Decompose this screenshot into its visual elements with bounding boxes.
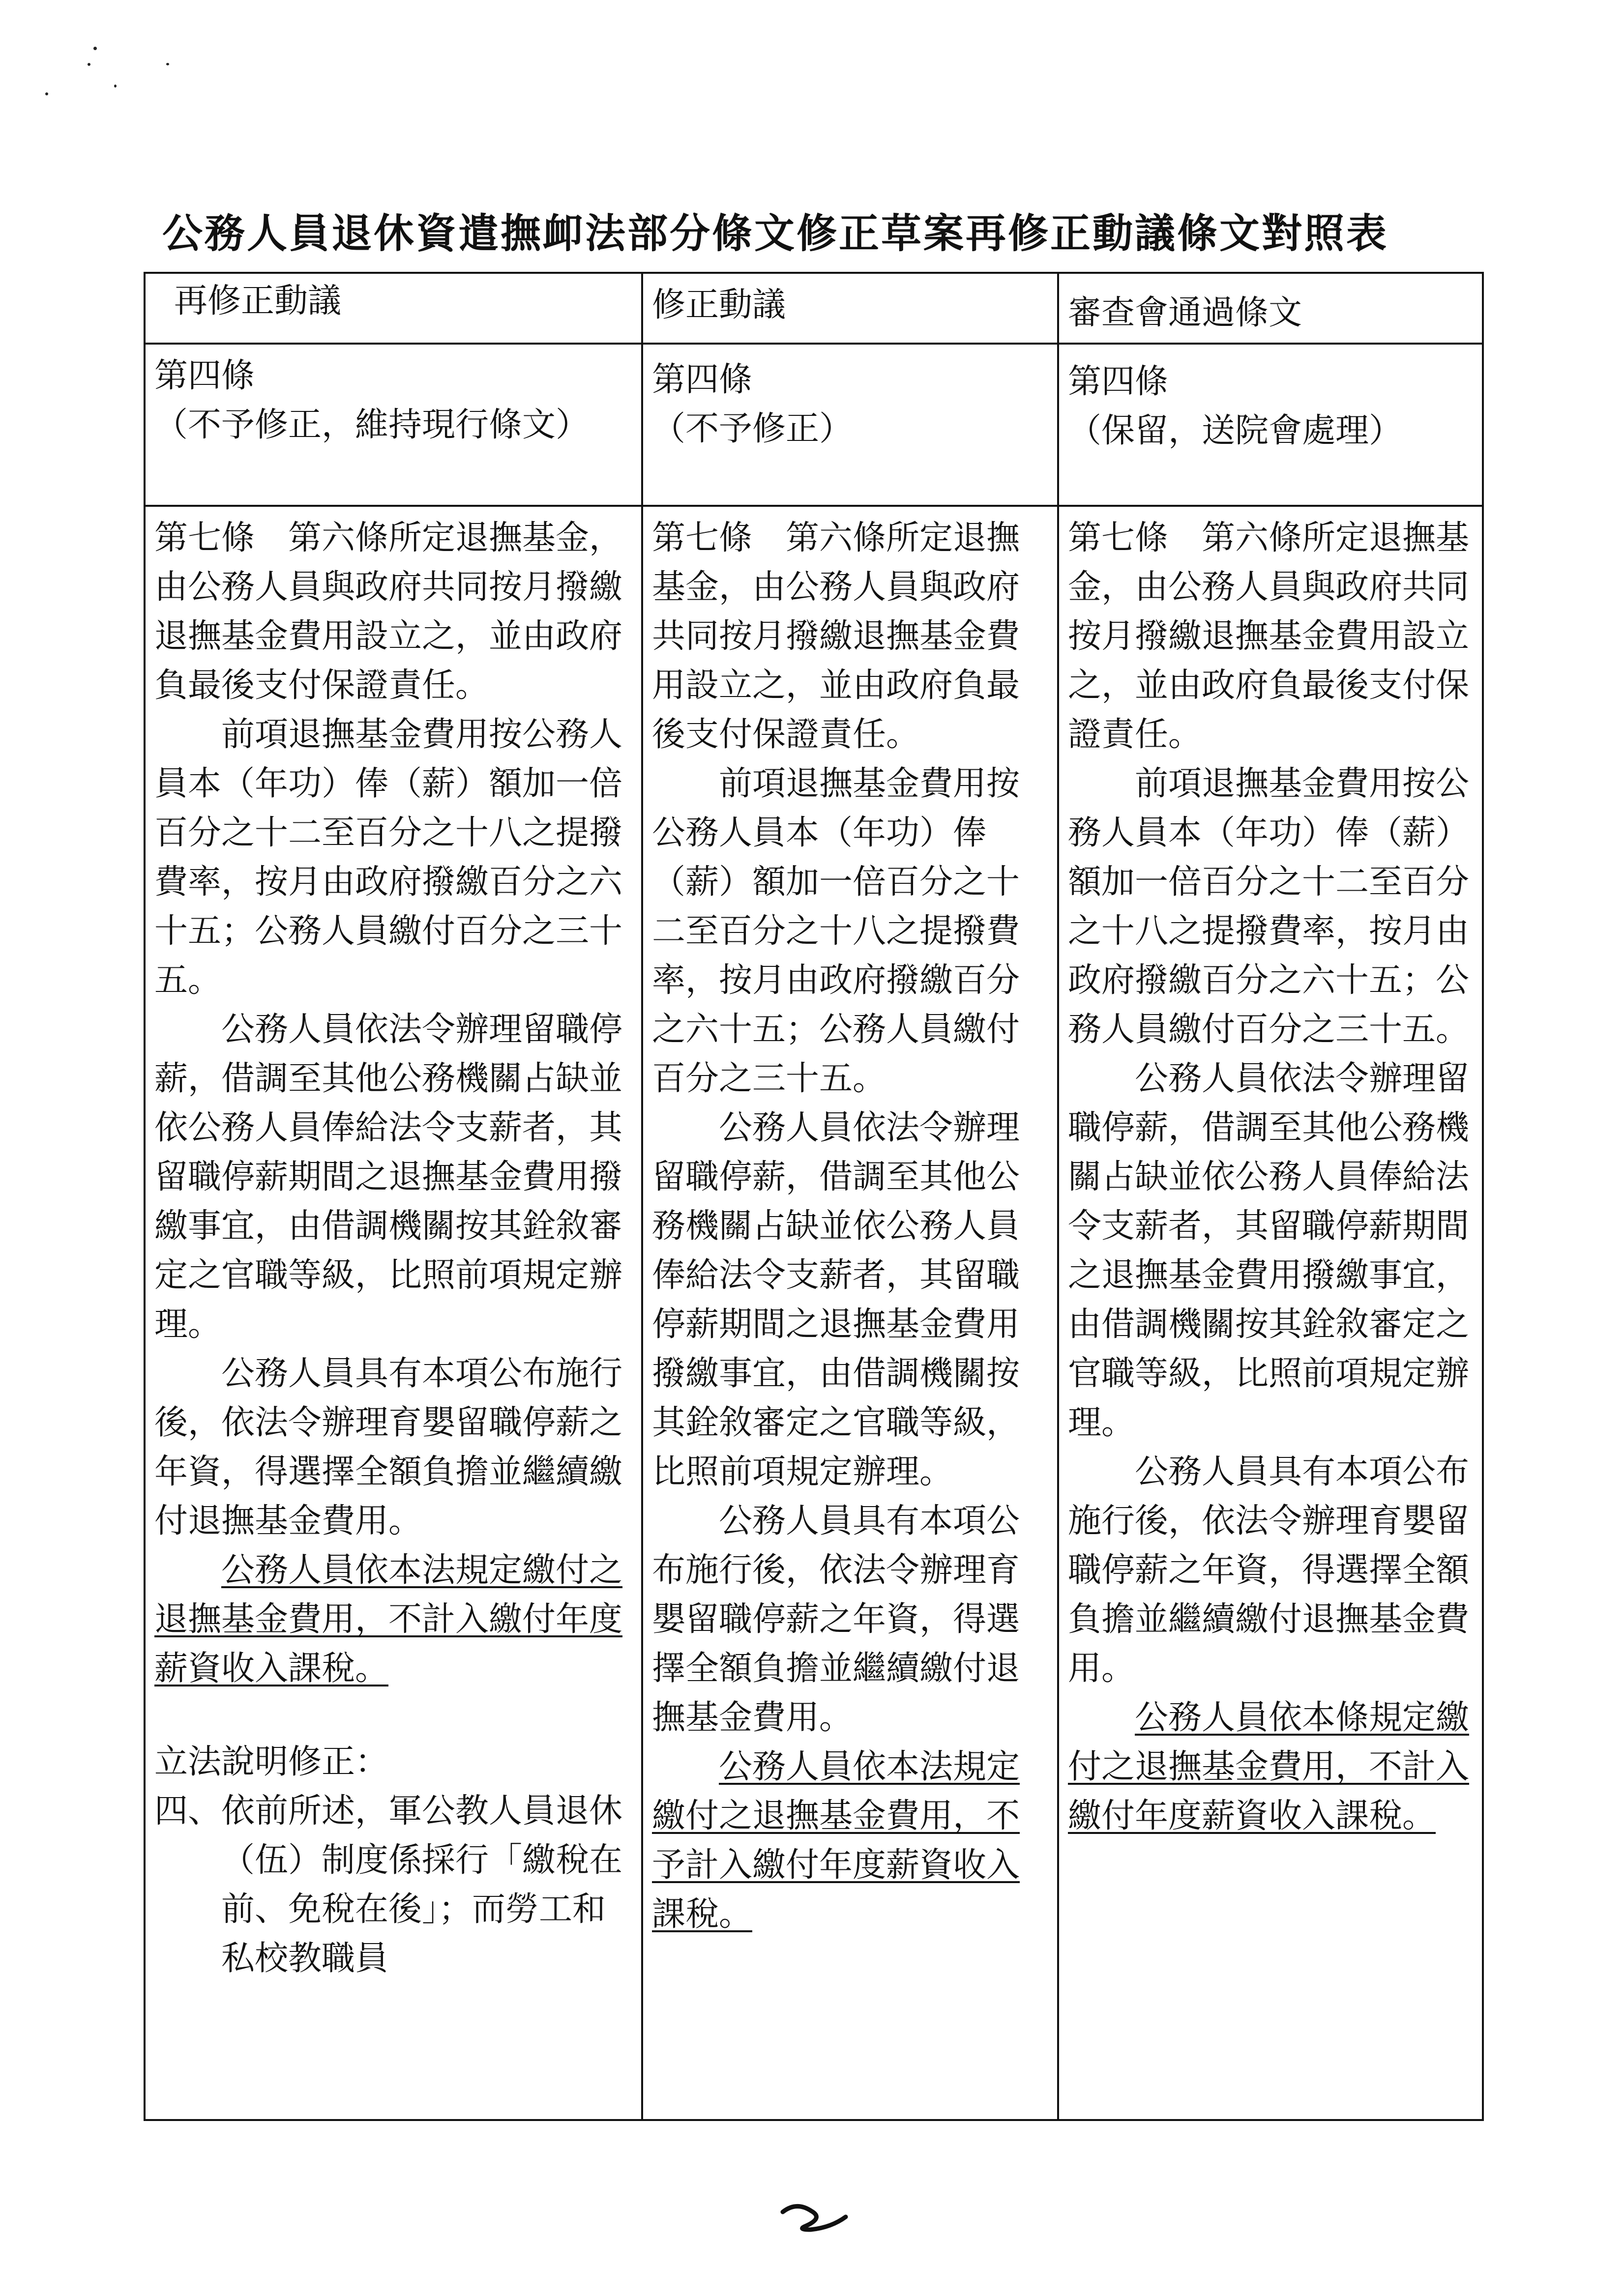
document-title: 公務人員退休資遣撫卹法部分條文修正草案再修正動議條文對照表 — [162, 210, 1389, 257]
article-heading: 第四條 — [652, 360, 753, 399]
scan-speck — [166, 63, 169, 65]
column-header-col2 — [642, 273, 1058, 344]
scan-speck — [88, 63, 90, 66]
article-heading: 第四條 — [1068, 362, 1169, 401]
column-header-label: 審查會通過條文 — [1068, 293, 1302, 332]
article-paragraph: 公務人員具有本項公布施行後，依法令辦理育嬰留職停薪之年資，得選擇全額負擔並繼續繳付退撫基金費用。 — [154, 1354, 623, 1540]
scan-speck — [114, 85, 117, 87]
table-row-article-4 — [145, 344, 1483, 506]
article-note: （保留，送院會處理） — [1068, 411, 1403, 450]
column-header-col1 — [145, 273, 642, 344]
scan-speck — [93, 47, 97, 50]
amended-paragraph — [652, 1743, 1052, 1939]
article-paragraph: 公務人員具有本項公布施行後，依法令辦理育嬰留職停薪之年資，得選擇全額負擔並繼續繳付退撫基金費用。 — [1068, 1453, 1470, 1688]
article4-col1-cell — [145, 344, 642, 506]
article-paragraph: 第七條 第六條所定退撫基金，由公務人員與政府共同按月撥繳退撫基金費用設立之，並由政府負最後支付保證責任。 — [1068, 519, 1470, 754]
article-paragraph: 公務人員依法令辦理留職停薪，借調至其他公務機關占缺並依公務人員俸給法令支薪者，其留職停薪期間之退撫基金費用撥繳事宜，由借調機關按其銓敘審定之官職等級，比照前項規定辦理。 — [154, 1010, 623, 1344]
comparison-table — [144, 272, 1484, 2121]
handwritten-page-mark — [777, 2197, 851, 2237]
article-heading: 第四條 — [154, 356, 255, 395]
article7-col3-cell — [1058, 506, 1483, 2120]
article-paragraph: 公務人員依法令辦理留職停薪，借調至其他公務機關占缺並依公務人員俸給法令支薪者，其留職停薪期間之退撫基金費用撥繳事宜，由借調機關按其銓敘審定之官職等級，比照前項規定辦理。 — [652, 1108, 1020, 1491]
underlined-amendment: 公務人員依本條規定繳付之退撫基金費用，不計入繳付年度薪資收入課稅。 — [1068, 1698, 1470, 1835]
article4-col3-cell — [1058, 344, 1483, 506]
article4-col2-cell — [642, 344, 1058, 506]
legislative-note-heading: 立法說明修正： — [154, 1743, 389, 1781]
article-paragraph: 公務人員具有本項公布施行後，依法令辦理育嬰留職停薪之年資，得選擇全額負擔並繼續繳付退撫基金費用。 — [652, 1502, 1020, 1737]
article-note: （不予修正） — [652, 409, 853, 448]
column-header-col3 — [1058, 273, 1483, 344]
scan-speck — [45, 92, 48, 95]
article-paragraph: 前項退撫基金費用按公務人員本（年功）俸（薪）額加一倍百分之十二至百分之十八之提撥費率，按月由政府撥繳百分之六十五；公務人員繳付百分之三十五。 — [154, 715, 623, 1000]
article-paragraph: 前項退撫基金費用按公務人員本（年功）俸（薪）額加一倍百分之十二至百分之十八之提撥費率，按月由政府撥繳百分之六十五；公務人員繳付百分之三十五。 — [1068, 764, 1470, 1049]
article7-col1-cell — [145, 506, 642, 2120]
article-paragraph: 前項退撫基金費用按公務人員本（年功）俸（薪）額加一倍百分之十二至百分之十八之提撥費率，按月由政府撥繳百分之六十五；公務人員繳付百分之三十五。 — [652, 764, 1020, 1098]
article-paragraph: 第七條 第六條所定退撫基金，由公務人員與政府共同按月撥繳退撫基金費用設立之，並由政府負最後支付保證責任。 — [652, 519, 1020, 754]
column-header-label: 修正動議 — [652, 286, 786, 324]
table-row-article-7 — [145, 506, 1483, 2120]
legislative-note-body: 四、依前所述，軍公教人員退休（伍）制度係採行「繳稅在前、免稅在後」；而勞工和私校教職員 — [154, 1792, 623, 1978]
amended-paragraph — [1068, 1693, 1477, 1841]
article7-col2-cell — [642, 506, 1058, 2120]
article-note: （不予修正，維持現行條文） — [154, 406, 590, 444]
table-header-row — [145, 273, 1483, 344]
underlined-amendment: 公務人員依本法規定繳付之退撫基金費用，不計入繳付年度薪資收入課稅。 — [154, 1551, 623, 1688]
underlined-amendment: 公務人員依本法規定繳付之退撫基金費用，不予計入繳付年度薪資收入課稅。 — [652, 1747, 1020, 1934]
article-paragraph: 第七條 第六條所定退撫基金，由公務人員與政府共同按月撥繳退撫基金費用設立之，並由政府負最後支付保證責任。 — [154, 519, 623, 705]
column-header-label: 再修正動議 — [174, 282, 342, 320]
article-paragraph: 公務人員依法令辦理留職停薪，借調至其他公務機關占缺並依公務人員俸給法令支薪者，其留職停薪期間之退撫基金費用撥繳事宜，由借調機關按其銓敘審定之官職等級，比照前項規定辦理。 — [1068, 1059, 1470, 1442]
amended-paragraph — [154, 1546, 636, 1693]
